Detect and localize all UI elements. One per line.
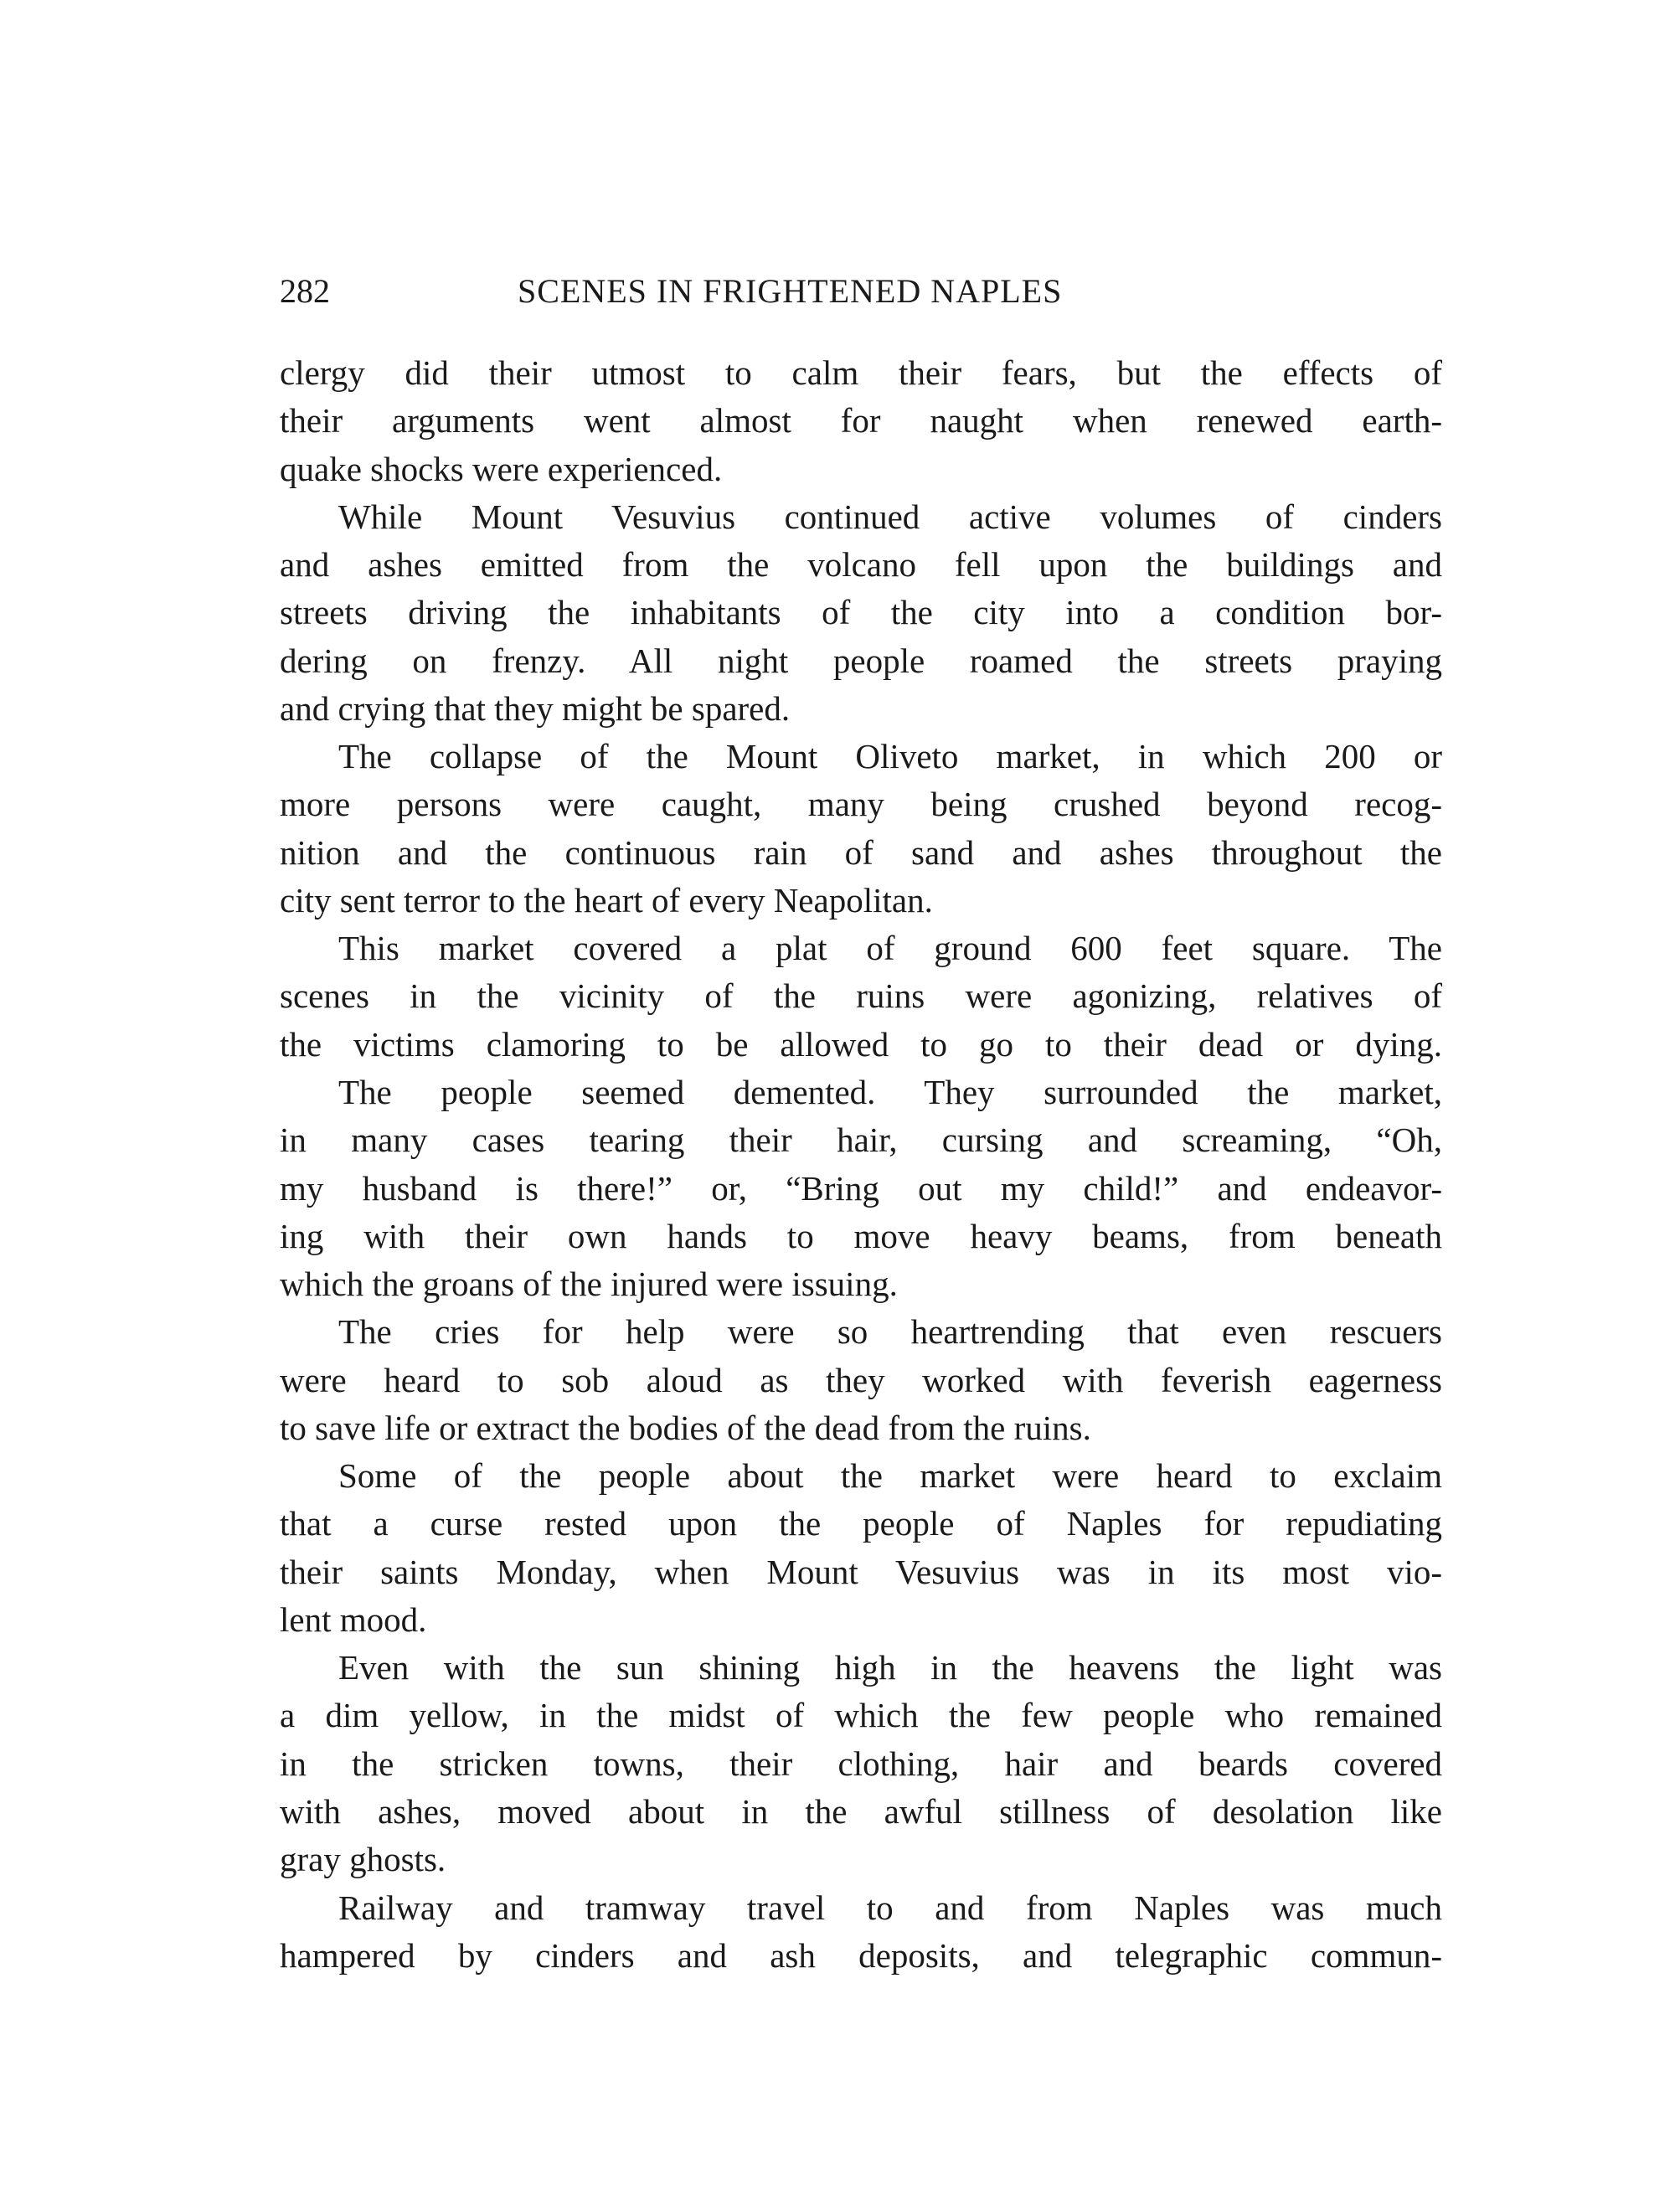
body-text — [280, 349, 1442, 1980]
text-line: Some of the people about the market were heard to exclaim — [338, 1456, 1442, 1496]
paragraph — [280, 1884, 1442, 1981]
text-line: with ashes, moved about in the awful stillness of desolation like — [280, 1791, 1442, 1831]
text-line: and ashes emitted from the volcano fell upon the buildings and — [280, 545, 1442, 585]
text-line: city sent terror to the heart of every Neapolitan. — [280, 880, 933, 920]
paragraph — [280, 493, 1442, 733]
text-line: were heard to sob aloud as they worked with feverish eagerness — [280, 1360, 1442, 1399]
paragraph — [280, 1644, 1442, 1883]
text-line: which the groans of the injured were issuing. — [280, 1265, 898, 1304]
text-line: that a curse rested upon the people of Naples for repudiating — [280, 1504, 1442, 1543]
running-title: SCENES IN FRIGHTENED NAPLES — [518, 272, 1063, 310]
paragraph — [280, 1308, 1442, 1452]
paragraph — [280, 1452, 1442, 1644]
paragraph — [280, 733, 1442, 925]
text-line: While Mount Vesuvius continued active volumes of cinders — [338, 497, 1442, 536]
text-line: the victims clamoring to be allowed to go to their dead or dying. — [280, 1024, 1442, 1064]
text-line: in many cases tearing their hair, cursing and screaming, “Oh, — [280, 1120, 1442, 1160]
paragraph — [280, 925, 1442, 1069]
text-line: and crying that they might be spared. — [280, 688, 791, 728]
text-line: streets driving the inhabitants of the city into a condition bor- — [280, 593, 1442, 632]
text-line: more persons were caught, many being crushed beyond recog- — [280, 785, 1442, 824]
text-line: dering on frenzy. All night people roamed the streets praying — [280, 641, 1442, 680]
text-line: The collapse of the Mount Oliveto market, in which 200 or — [338, 737, 1442, 776]
page-header — [280, 266, 1442, 317]
text-line: quake shocks were experienced. — [280, 449, 723, 488]
text-line: scenes in the vicinity of the ruins were agonizing, relatives of — [280, 976, 1442, 1016]
text-line: Even with the sun shining high in the heavens the light was — [338, 1648, 1442, 1687]
text-line: a dim yellow, in the midst of which the few people who remained — [280, 1696, 1442, 1735]
paragraph — [280, 349, 1442, 493]
text-line: nition and the continuous rain of sand and ashes throughout the — [280, 832, 1442, 872]
page-number: 282 — [280, 272, 330, 310]
text-line: in the stricken towns, their clothing, hair and beards covered — [280, 1744, 1442, 1783]
text-line: The cries for help were so heartrending that even rescuers — [338, 1312, 1442, 1352]
text-line: lent mood. — [280, 1600, 427, 1639]
text-line: ing with their own hands to move heavy beams, from beneath — [280, 1216, 1442, 1255]
text-line: This market covered a plat of ground 600 feet square. The — [338, 929, 1442, 968]
text-line: Railway and tramway travel to and from Naples was much — [338, 1888, 1442, 1927]
text-line: their arguments went almost for naught when renewed earth- — [280, 401, 1442, 440]
paragraph — [280, 1069, 1442, 1308]
text-line: The people seemed demented. They surrounded the market, — [338, 1072, 1442, 1111]
text-line: their saints Monday, when Mount Vesuvius was in its most vio- — [280, 1552, 1442, 1591]
text-line: gray ghosts. — [280, 1840, 446, 1879]
text-line: hampered by cinders and ash deposits, and telegraphic commun- — [280, 1935, 1442, 1975]
text-line: to save life or extract the bodies of the dead from the ruins. — [280, 1408, 1091, 1447]
text-line: clergy did their utmost to calm their fears, but the effects of — [280, 353, 1442, 392]
text-line: my husband is there!” or, “Bring out my child!” and endeavor- — [280, 1168, 1442, 1208]
